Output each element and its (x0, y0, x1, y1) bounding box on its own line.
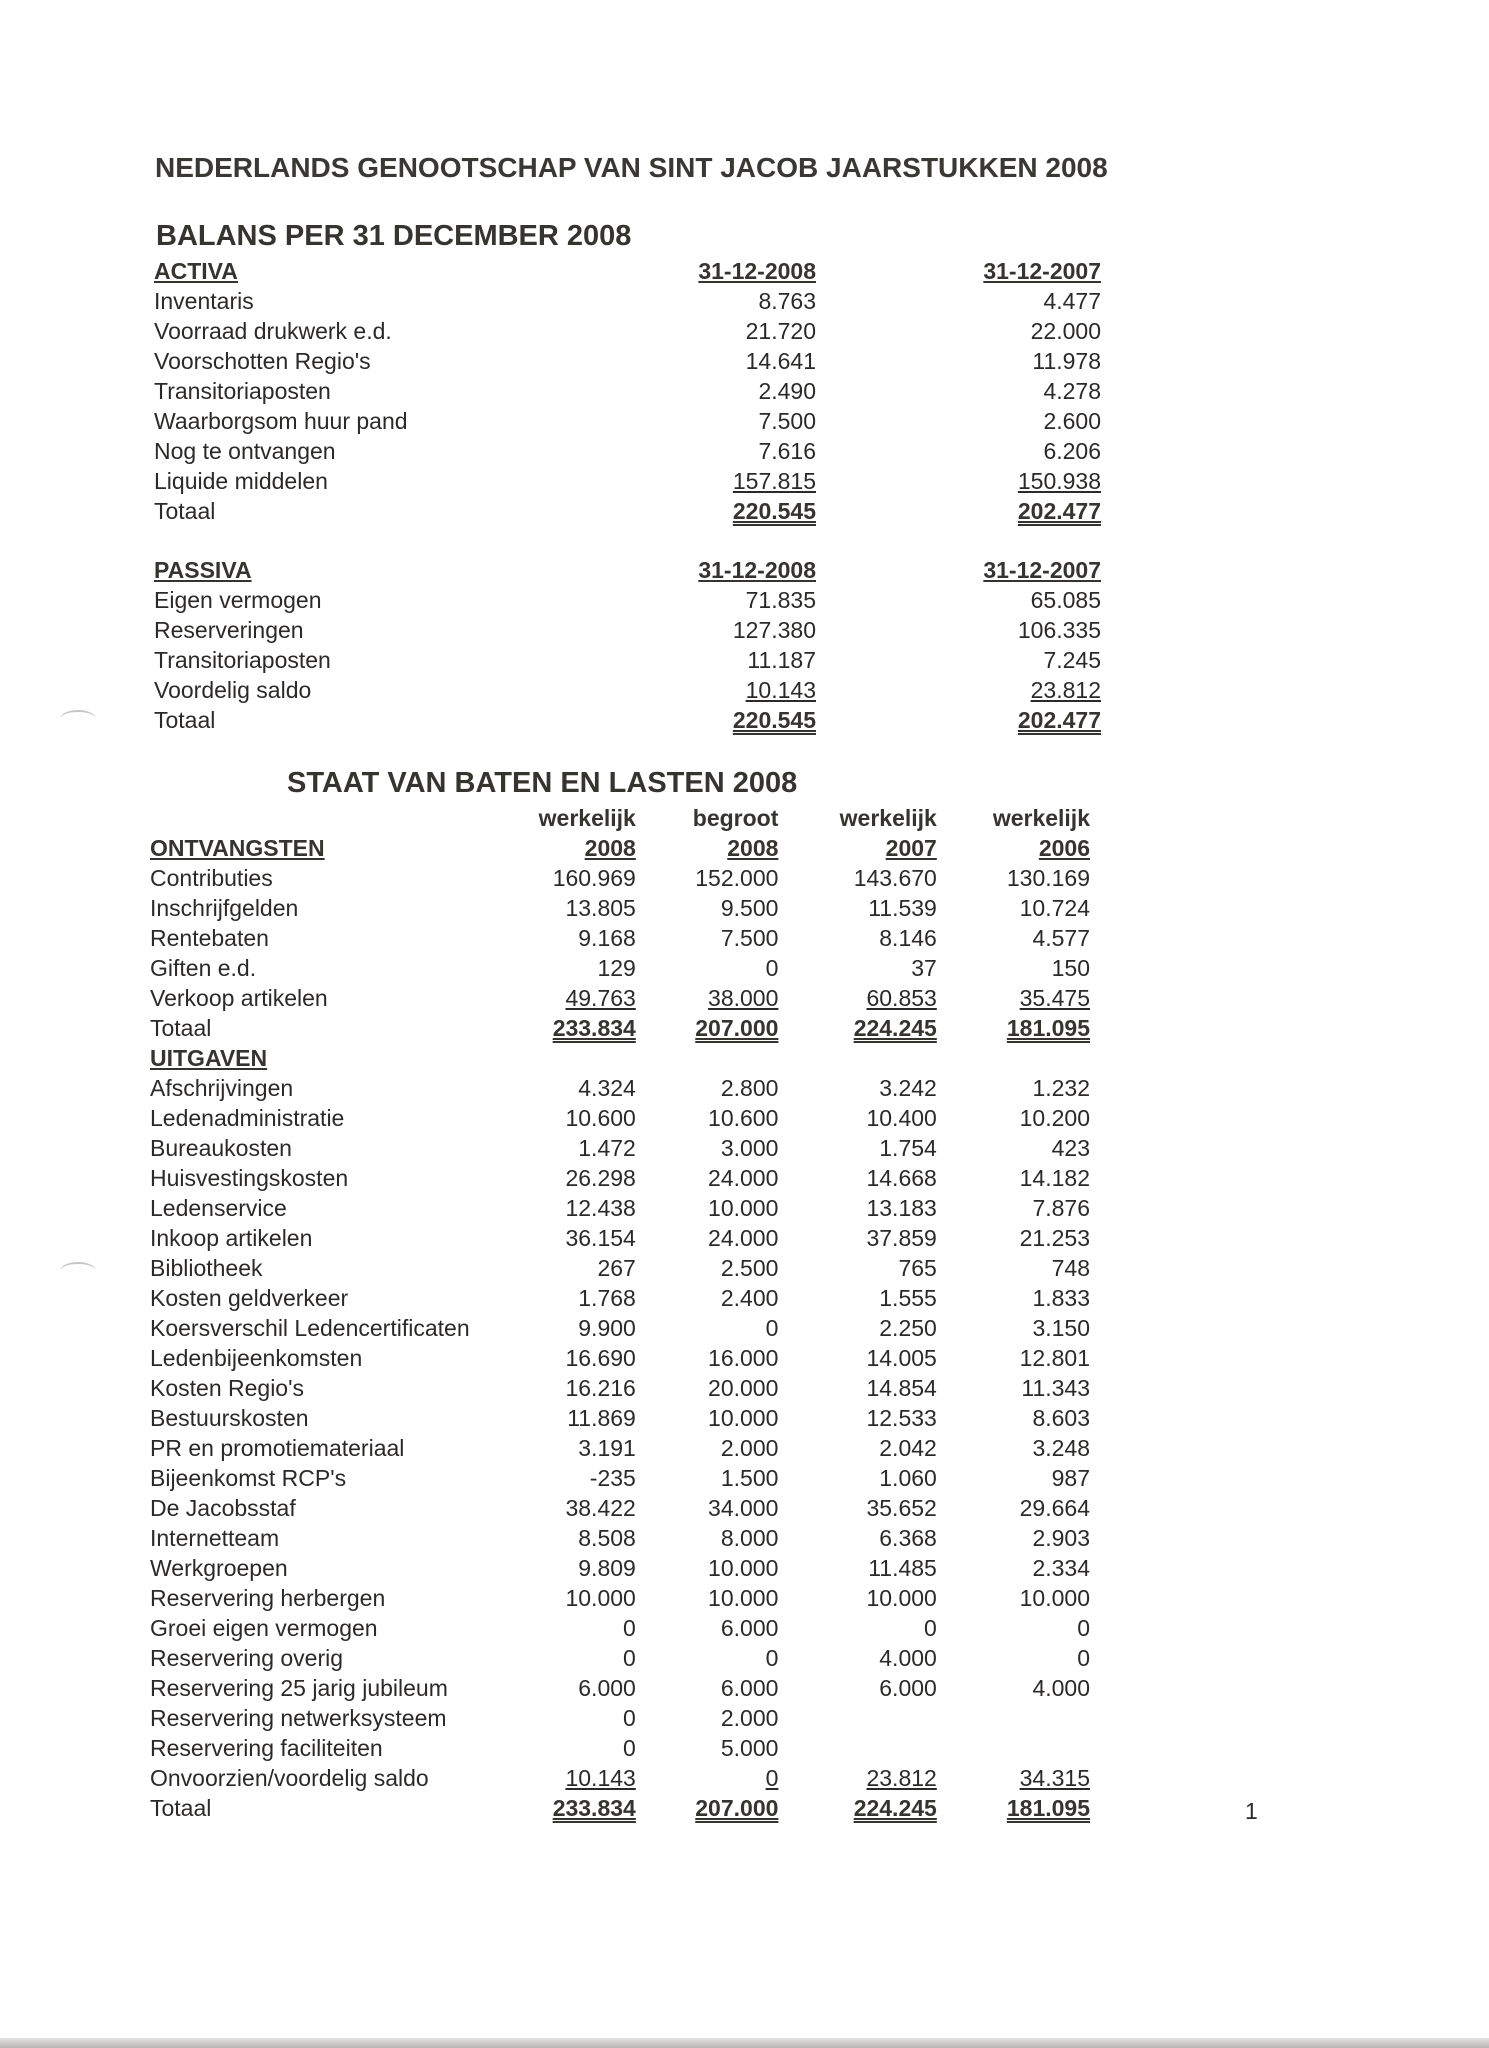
cell-value: 11.187 (747, 647, 816, 673)
cell-value: 2.800 (720, 1075, 779, 1101)
table-row (150, 1223, 1090, 1253)
cell-value: 37 (911, 955, 937, 981)
column-header: 2007 (885, 835, 937, 861)
row-label: Bibliotheek (150, 1255, 263, 1281)
cell-value: 1.500 (720, 1465, 779, 1491)
row-label: Nog te ontvangen (154, 438, 336, 464)
cell-value: 14.668 (866, 1165, 937, 1191)
cell-value: 13.805 (565, 895, 636, 921)
cell-value: 4.324 (578, 1075, 636, 1101)
cell-value: 10.143 (745, 677, 816, 703)
table-row (154, 466, 1101, 496)
cell-value: 1.833 (1032, 1285, 1090, 1311)
column-header: begroot (692, 805, 779, 831)
cell-value: 143.670 (853, 865, 937, 891)
cell-value: 60.853 (866, 985, 937, 1011)
cell-value: 7.245 (1043, 647, 1101, 673)
cell-value: 130.169 (1006, 865, 1090, 891)
cell-value: 0 (1077, 1615, 1090, 1641)
cell-value: 423 (1051, 1135, 1090, 1161)
cell-value: 16.690 (565, 1345, 636, 1371)
cell-value: 37.859 (866, 1225, 937, 1251)
cell-value: 2.334 (1032, 1555, 1090, 1581)
cell-value: 129 (597, 955, 636, 981)
cell-value: 23.812 (866, 1765, 937, 1791)
row-label: De Jacobsstaf (150, 1495, 296, 1521)
table-row (154, 376, 1101, 406)
cell-value: 3.000 (720, 1135, 779, 1161)
table-row (150, 983, 1090, 1013)
cell-value: 0 (765, 1645, 779, 1671)
row-label: Inventaris (154, 288, 254, 314)
cell-value: 6.368 (879, 1525, 937, 1551)
column-header: werkelijk (839, 805, 937, 831)
activa-label: ACTIVA (154, 258, 238, 284)
cell-value: 0 (623, 1615, 636, 1641)
cell-value: 21.720 (745, 318, 816, 344)
row-label: Transitoriaposten (154, 647, 331, 673)
cell-value: 11.869 (567, 1405, 636, 1431)
row-label: Ledenbijeenkomsten (150, 1345, 363, 1371)
cell-value: 35.652 (866, 1495, 937, 1521)
row-label: Inkoop artikelen (150, 1225, 313, 1251)
table-row (150, 1343, 1090, 1373)
cell-value: 9.500 (720, 895, 779, 921)
cell-value: 11.343 (1021, 1375, 1090, 1401)
column-header: 31-12-2007 (983, 258, 1101, 284)
cell-value: 22.000 (1030, 318, 1101, 344)
cell-value: 12.801 (1019, 1345, 1090, 1371)
row-label: Totaal (150, 1795, 212, 1821)
cell-value: 38.422 (565, 1495, 636, 1521)
scan-smudge (60, 1262, 96, 1280)
row-label: Giften e.d. (150, 955, 257, 981)
cell-value: 8.000 (720, 1525, 779, 1551)
cell-value: 0 (623, 1705, 636, 1731)
cell-value: 106.335 (1017, 617, 1101, 643)
cell-value: 9.809 (578, 1555, 636, 1581)
cell-value: 1.060 (879, 1465, 937, 1491)
cell-value: 14.641 (745, 348, 816, 374)
row-label: Reservering netwerksysteem (150, 1705, 447, 1731)
cell-value: 10.600 (565, 1105, 636, 1131)
table-row (154, 346, 1101, 376)
cell-value: 10.000 (708, 1585, 779, 1611)
table-row (150, 953, 1090, 983)
cell-value: 1.754 (879, 1135, 937, 1161)
cell-value: 267 (597, 1255, 636, 1281)
table-row (150, 1073, 1090, 1103)
cell-value: 10.143 (565, 1765, 636, 1791)
cell-value: 7.876 (1032, 1195, 1090, 1221)
table-row (150, 1553, 1090, 1583)
scan-edge (0, 2038, 1489, 2048)
cell-value: 1.555 (879, 1285, 937, 1311)
cell-value: 152.000 (695, 865, 779, 891)
cell-value: 12.438 (565, 1195, 636, 1221)
staat-table (150, 803, 1090, 1823)
table-row (150, 1253, 1090, 1283)
cell-value: 6.000 (578, 1675, 636, 1701)
cell-value: 35.475 (1019, 985, 1090, 1011)
row-label: Totaal (154, 498, 216, 524)
table-row (150, 1103, 1090, 1133)
cell-value: 150.938 (1017, 468, 1101, 494)
balans-heading: BALANS PER 31 DECEMBER 2008 (156, 220, 632, 252)
ontvangsten-label: ONTVANGSTEN (150, 835, 325, 861)
row-label: Kosten Regio's (150, 1375, 304, 1401)
cell-value: 13.183 (866, 1195, 937, 1221)
cell-value: 24.000 (708, 1165, 779, 1191)
cell-value: 8.603 (1032, 1405, 1090, 1431)
row-label: Werkgroepen (150, 1555, 288, 1581)
cell-value: 8.508 (578, 1525, 636, 1551)
table-row (150, 1613, 1090, 1643)
cell-value: 4.477 (1043, 288, 1101, 314)
cell-value: 2.000 (720, 1435, 779, 1461)
cell-value: 157.815 (732, 468, 816, 494)
total-value: 224.245 (853, 1015, 937, 1041)
column-header: 31-12-2008 (698, 258, 816, 284)
cell-value: 0 (765, 1315, 779, 1341)
cell-value: 7.500 (758, 408, 816, 434)
row-label: Kosten geldverkeer (150, 1285, 349, 1311)
row-label: Verkoop artikelen (150, 985, 328, 1011)
column-header: 31-12-2007 (983, 557, 1101, 583)
table-row (154, 615, 1101, 645)
table-row (150, 1313, 1090, 1343)
cell-value: 3.191 (578, 1435, 636, 1461)
row-label: Koersverschil Ledencertificaten (150, 1315, 470, 1341)
cell-value: 29.664 (1019, 1495, 1090, 1521)
row-label: Liquide middelen (154, 468, 328, 494)
uitgaven-label: UITGAVEN (150, 1045, 268, 1071)
cell-value: 10.000 (708, 1195, 779, 1221)
row-label: Voordelig saldo (154, 677, 312, 703)
cell-value: 0 (1077, 1645, 1090, 1671)
total-value: 220.545 (732, 498, 816, 524)
cell-value: 6.000 (720, 1675, 779, 1701)
cell-value: 7.500 (720, 925, 779, 951)
cell-value: 20.000 (708, 1375, 779, 1401)
cell-value: 12.533 (866, 1405, 937, 1431)
cell-value: 11.539 (868, 895, 937, 921)
cell-value: 150 (1051, 955, 1090, 981)
row-label: Eigen vermogen (154, 587, 322, 613)
cell-value: 10.724 (1019, 895, 1090, 921)
table-row (150, 893, 1090, 923)
cell-value: 2.500 (720, 1255, 779, 1281)
table-row (154, 585, 1101, 615)
cell-value: 160.969 (552, 865, 636, 891)
table-row (150, 923, 1090, 953)
total-value: 181.095 (1006, 1795, 1090, 1821)
cell-value: 11.978 (1032, 348, 1101, 374)
row-label: Ledenadministratie (150, 1105, 345, 1131)
cell-value: 4.278 (1043, 378, 1101, 404)
cell-value: 24.000 (708, 1225, 779, 1251)
column-header: 2006 (1038, 835, 1090, 861)
row-label: Bestuurskosten (150, 1405, 309, 1431)
row-label: Totaal (154, 707, 216, 733)
cell-value: 16.000 (708, 1345, 779, 1371)
table-row (154, 406, 1101, 436)
row-label: Ledenservice (150, 1195, 287, 1221)
cell-value: 3.150 (1032, 1315, 1090, 1341)
cell-value: 0 (623, 1735, 636, 1761)
cell-value: 0 (623, 1645, 636, 1671)
row-label: Reservering 25 jarig jubileum (150, 1675, 448, 1701)
cell-value: 71.835 (745, 587, 816, 613)
page-number: 1 (1245, 1798, 1258, 1824)
row-label: Onvoorzien/voordelig saldo (150, 1765, 429, 1791)
row-label: PR en promotiemateriaal (150, 1435, 405, 1461)
cell-value: 4.577 (1032, 925, 1090, 951)
table-row (150, 1733, 1090, 1763)
cell-value: 14.854 (866, 1375, 937, 1401)
table-row (150, 1493, 1090, 1523)
cell-value: 765 (898, 1255, 937, 1281)
row-label: Inschrijfgelden (150, 895, 299, 921)
cell-value: 36.154 (565, 1225, 636, 1251)
cell-value: 16.216 (565, 1375, 636, 1401)
cell-value: 10.000 (1019, 1585, 1090, 1611)
cell-value: 0 (765, 955, 779, 981)
cell-value: 3.242 (879, 1075, 937, 1101)
table-row (150, 1583, 1090, 1613)
row-label: Bureaukosten (150, 1135, 292, 1161)
cell-value: 1.232 (1032, 1075, 1090, 1101)
table-row (150, 1163, 1090, 1193)
row-label: Transitoriaposten (154, 378, 331, 404)
cell-value: 748 (1051, 1255, 1090, 1281)
table-row (150, 1463, 1090, 1493)
total-value: 202.477 (1017, 707, 1101, 733)
column-header: 31-12-2008 (698, 557, 816, 583)
total-value: 207.000 (695, 1795, 779, 1821)
row-label: Contributies (150, 865, 273, 891)
cell-value: 26.298 (565, 1165, 636, 1191)
cell-value: 4.000 (1032, 1675, 1090, 1701)
staat-heading: STAAT VAN BATEN EN LASTEN 2008 (287, 767, 798, 799)
total-value: 202.477 (1017, 498, 1101, 524)
total-value: 233.834 (552, 1795, 636, 1821)
cell-value: 38.000 (708, 985, 779, 1011)
table-row (150, 1433, 1090, 1463)
row-label: Waarborgsom huur pand (154, 408, 408, 434)
row-label: Huisvestingskosten (150, 1165, 349, 1191)
total-value: 233.834 (552, 1015, 636, 1041)
row-label: Groei eigen vermogen (150, 1615, 378, 1641)
table-row (154, 286, 1101, 316)
cell-value: 0 (924, 1615, 937, 1641)
table-row (150, 1373, 1090, 1403)
cell-value: 10.000 (866, 1585, 937, 1611)
cell-value: 14.005 (866, 1345, 937, 1371)
cell-value: 10.200 (1019, 1105, 1090, 1131)
cell-value: 10.000 (708, 1405, 779, 1431)
cell-value: 2.903 (1032, 1525, 1090, 1551)
table-row (150, 1523, 1090, 1553)
row-label: Totaal (150, 1015, 212, 1041)
cell-value: 0 (765, 1765, 779, 1791)
activa-table (154, 256, 1101, 526)
cell-value: 2.042 (879, 1435, 937, 1461)
column-header: werkelijk (538, 805, 636, 831)
column-header: werkelijk (992, 805, 1090, 831)
cell-value: 5.000 (720, 1735, 779, 1761)
table-row (154, 645, 1101, 675)
total-value: 181.095 (1006, 1015, 1090, 1041)
cell-value: 11.485 (868, 1555, 937, 1581)
table-row (150, 1403, 1090, 1433)
cell-value: 10.000 (708, 1555, 779, 1581)
cell-value: 2.490 (758, 378, 816, 404)
row-label: Voorraad drukwerk e.d. (154, 318, 392, 344)
total-value: 224.245 (853, 1795, 937, 1821)
table-row (150, 1673, 1090, 1703)
cell-value: 14.182 (1019, 1165, 1090, 1191)
table-row (150, 1763, 1090, 1793)
passiva-table (154, 555, 1101, 735)
cell-value: 9.900 (578, 1315, 636, 1341)
cell-value: 6.206 (1043, 438, 1101, 464)
cell-value: 34.315 (1019, 1765, 1090, 1791)
cell-value: 10.600 (708, 1105, 779, 1131)
table-row (150, 863, 1090, 893)
cell-value: 2.000 (720, 1705, 779, 1731)
cell-value: 65.085 (1030, 587, 1101, 613)
row-label: Afschrijvingen (150, 1075, 294, 1101)
table-row (150, 1643, 1090, 1673)
table-row (150, 1133, 1090, 1163)
cell-value: 3.248 (1032, 1435, 1090, 1461)
cell-value: 6.000 (879, 1675, 937, 1701)
cell-value: 8.763 (758, 288, 816, 314)
table-row (150, 1283, 1090, 1313)
cell-value: 6.000 (720, 1615, 779, 1641)
cell-value: 10.000 (565, 1585, 636, 1611)
document-title: NEDERLANDS GENOOTSCHAP VAN SINT JACOB JAARSTUKKEN 2008 (155, 152, 1108, 183)
column-header: 2008 (584, 835, 636, 861)
cell-value: 1.472 (578, 1135, 636, 1161)
row-label: Reservering overig (150, 1645, 344, 1671)
table-row (154, 675, 1101, 705)
cell-value: 2.250 (879, 1315, 937, 1341)
cell-value: -235 (589, 1465, 636, 1491)
cell-value: 127.380 (732, 617, 816, 643)
row-label: Reserveringen (154, 617, 304, 643)
cell-value: 2.400 (720, 1285, 779, 1311)
cell-value: 9.168 (578, 925, 636, 951)
column-header: 2008 (727, 835, 779, 861)
table-row (154, 436, 1101, 466)
total-value: 207.000 (695, 1015, 779, 1041)
row-label: Internetteam (150, 1525, 280, 1551)
cell-value: 1.768 (578, 1285, 636, 1311)
cell-value: 49.763 (565, 985, 636, 1011)
table-row (154, 316, 1101, 346)
total-value: 220.545 (732, 707, 816, 733)
row-label: Bijeenkomst RCP's (150, 1465, 347, 1491)
row-label: Voorschotten Regio's (154, 348, 371, 374)
scan-smudge (60, 710, 96, 728)
cell-value: 23.812 (1030, 677, 1101, 703)
cell-value: 2.600 (1043, 408, 1101, 434)
cell-value: 987 (1051, 1465, 1090, 1491)
cell-value: 21.253 (1019, 1225, 1090, 1251)
cell-value: 8.146 (879, 925, 937, 951)
cell-value: 7.616 (758, 438, 816, 464)
row-label: Rentebaten (150, 925, 269, 951)
cell-value: 34.000 (708, 1495, 779, 1521)
cell-value: 4.000 (879, 1645, 937, 1671)
table-row (150, 1703, 1090, 1733)
passiva-label: PASSIVA (154, 557, 252, 583)
cell-value: 10.400 (866, 1105, 937, 1131)
row-label: Reservering herbergen (150, 1585, 386, 1611)
row-label: Reservering faciliteiten (150, 1735, 383, 1761)
table-row (150, 1193, 1090, 1223)
